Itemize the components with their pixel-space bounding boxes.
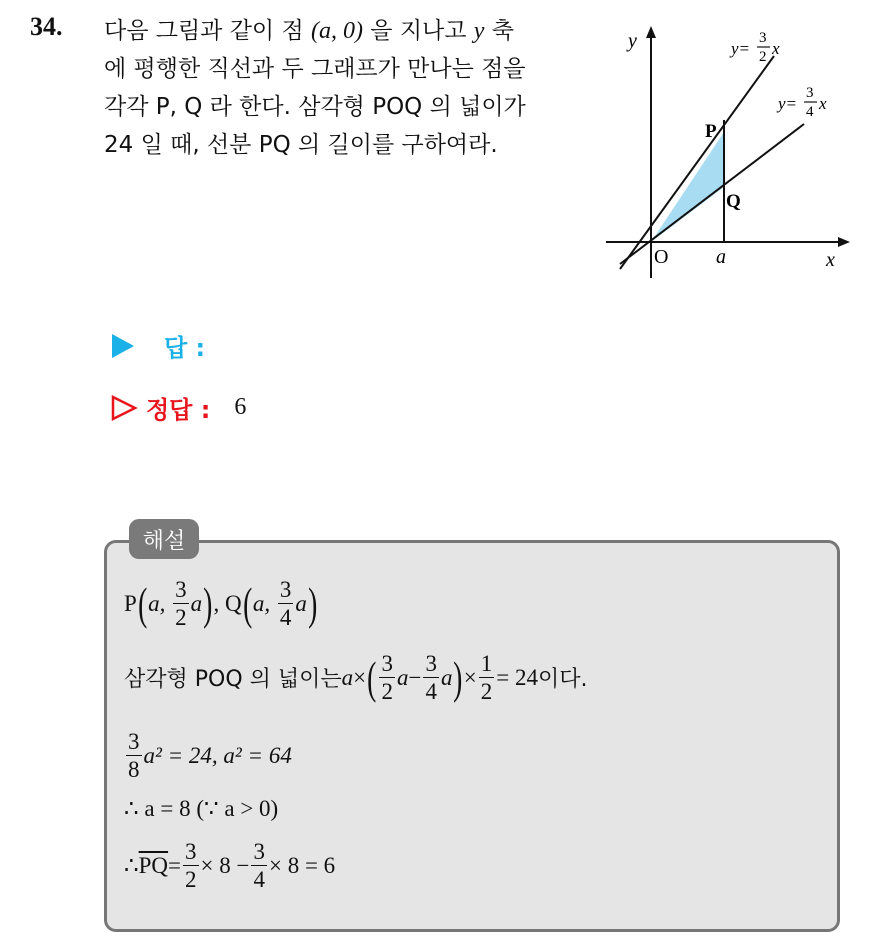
correct-answer-value: 6 — [234, 394, 247, 420]
segment-pq: $\overline{PQ}$ — [138, 852, 169, 878]
question-line-4: 24 일 때, 선분 PQ 의 길이를 구하여라. — [104, 132, 498, 158]
y-variable: y — [473, 18, 485, 44]
line1-label-variable: x — [772, 39, 780, 58]
var-a: a — [341, 664, 354, 690]
times-sign: × — [353, 664, 367, 690]
denominator: 2 — [480, 679, 493, 704]
fraction — [379, 652, 395, 703]
explanation-line-2 — [124, 652, 588, 703]
answer-label: 답 : — [164, 334, 206, 362]
explanation-line-4 — [124, 796, 278, 822]
numerator: 3 — [425, 651, 437, 676]
fraction — [278, 578, 294, 629]
equation-text: × 8 − — [200, 852, 250, 878]
denominator: 4 — [425, 679, 437, 704]
point-q: , Q — [213, 590, 242, 616]
point-p-label: P — [705, 121, 717, 142]
denominator: 4 — [253, 867, 265, 892]
close-paren: ) — [453, 651, 463, 703]
outline-arrow-icon — [110, 394, 138, 422]
question-text-part: 다음 그림과 같이 점 — [104, 18, 311, 44]
line2-label-numerator: 3 — [806, 85, 814, 101]
explanation-line-3 — [124, 730, 292, 781]
line2-label-variable: x — [819, 94, 827, 113]
y-axis-arrow — [646, 26, 656, 38]
point-p: P — [124, 590, 137, 616]
question-line-2: 에 평행한 직선과 두 그래프가 만나는 점을 — [104, 56, 526, 82]
fraction — [183, 840, 199, 891]
open-paren: ( — [137, 577, 148, 629]
question-text — [104, 12, 604, 164]
explanation-tab: 해설 — [129, 519, 199, 559]
point-q-label: Q — [726, 191, 741, 212]
point-coordinate: (a, 0) — [311, 18, 363, 44]
line2-label-prefix: y= — [778, 94, 798, 113]
equation-text: a² = 24, a² = 64 — [143, 742, 292, 768]
fraction — [126, 730, 142, 781]
denominator: 4 — [279, 605, 292, 630]
var-a: a, — [148, 590, 166, 616]
open-paren: ( — [242, 577, 252, 629]
correct-answer-row — [110, 390, 246, 425]
question-line-3: 각각 P, Q 라 한다. 삼각형 POQ 의 넓이가 — [104, 94, 526, 120]
explanation-line-5 — [124, 840, 335, 891]
var-a: a — [190, 590, 203, 616]
answer-row — [110, 328, 205, 363]
line-y-3-2x — [620, 56, 774, 269]
equation-text: ∴ a = 8 (∵ a > 0) — [124, 796, 279, 821]
numerator: 3 — [279, 577, 292, 602]
numerator: 3 — [253, 839, 265, 864]
times-sign: × — [463, 664, 477, 690]
numerator: 3 — [381, 651, 393, 676]
therefore-sign: ∴ — [124, 852, 139, 878]
graph-figure — [598, 20, 858, 290]
numerator: 3 — [175, 577, 187, 602]
equation-text: × 8 = 6 — [268, 852, 336, 878]
line2-label-denominator: 4 — [806, 104, 814, 120]
minus-sign: − — [408, 664, 422, 690]
a-label: a — [716, 246, 726, 268]
fraction — [423, 652, 439, 703]
var-a: a, — [252, 590, 271, 616]
var-a: a — [295, 590, 307, 616]
korean-text: 삼각형 POQ 의 넓이는 — [124, 667, 342, 692]
equals-value: = 24 — [496, 664, 538, 690]
fraction — [479, 652, 495, 703]
line1-label-denominator: 2 — [759, 49, 767, 65]
open-paren: ( — [367, 651, 377, 703]
numerator: 3 — [185, 839, 197, 864]
close-paren: ) — [307, 577, 318, 629]
numerator: 1 — [480, 651, 493, 676]
fraction — [251, 840, 267, 891]
denominator: 2 — [185, 867, 197, 892]
explanation-line-1 — [124, 578, 318, 629]
question-text-part: 을 지나고 — [362, 18, 474, 44]
var-a: a — [396, 664, 409, 690]
denominator: 2 — [175, 605, 187, 630]
line2-equation-label — [776, 85, 827, 120]
line1-label-numerator: 3 — [759, 30, 767, 46]
question-line-1 — [104, 12, 604, 50]
close-paren: ) — [203, 577, 213, 629]
correct-answer-label: 정답 : — [146, 396, 211, 424]
x-axis-label: x — [826, 249, 835, 271]
play-arrow-icon — [110, 333, 136, 359]
equals-sign: = — [168, 852, 182, 878]
origin-label: O — [654, 246, 669, 268]
fraction — [173, 578, 189, 629]
question-text-part: 축 — [484, 18, 514, 44]
x-axis-arrow — [838, 237, 850, 247]
denominator: 2 — [381, 679, 393, 704]
var-a: a — [440, 664, 453, 690]
numerator: 3 — [128, 729, 140, 754]
problem-number: 34. — [30, 12, 63, 41]
korean-text: 이다. — [538, 667, 588, 692]
line1-label-prefix: y= — [731, 39, 751, 58]
y-axis-label: y — [628, 30, 637, 52]
triangle-poq — [651, 132, 724, 242]
denominator: 8 — [128, 757, 140, 782]
